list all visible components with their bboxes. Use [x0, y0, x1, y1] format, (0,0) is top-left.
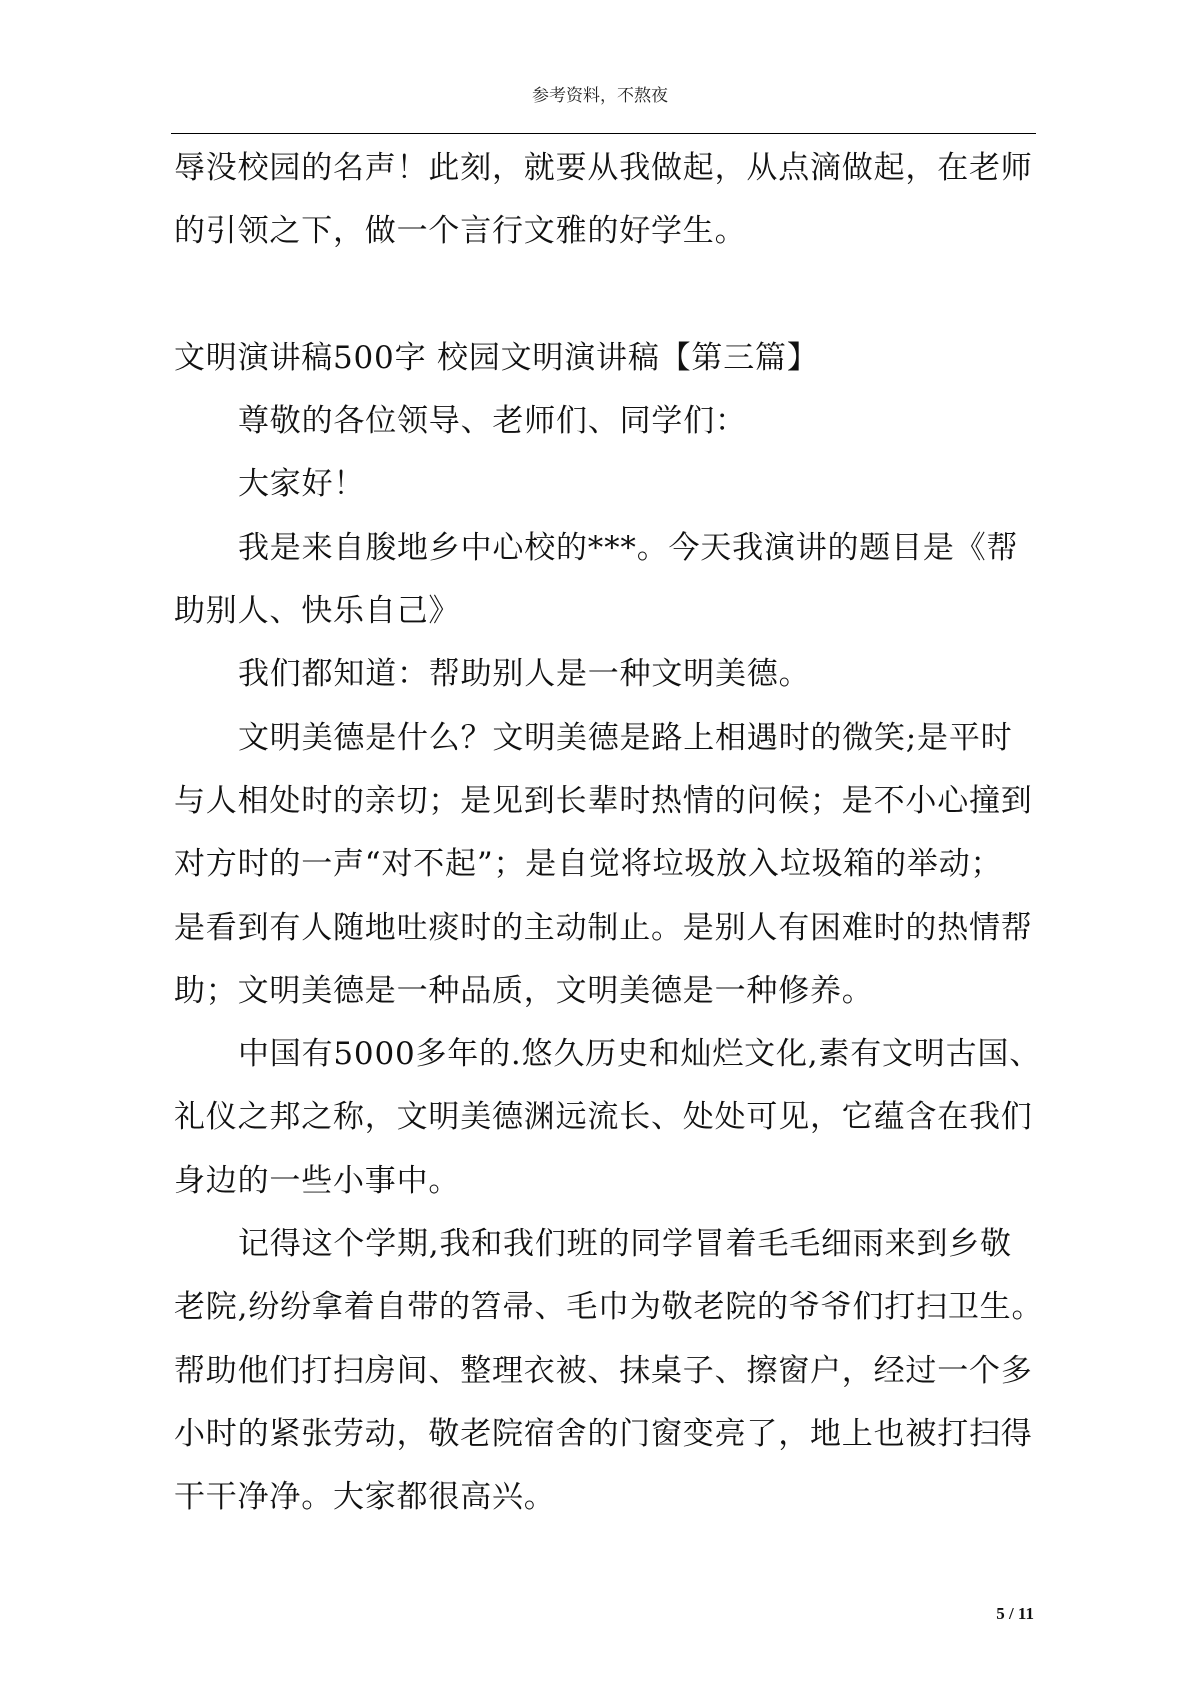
page-number: 5 / 11	[996, 1604, 1034, 1623]
text-line: 辱没校园的名声！此刻，就要从我做起，从点滴做起，在老师	[174, 150, 1033, 186]
paragraph	[174, 1023, 1074, 1213]
text-line: 文明美德是什么？文明美德是路上相遇时的微笑;是平时	[238, 719, 1013, 756]
text-line: 记得这个学期,我和我们班的同学冒着毛毛细雨来到乡敬	[238, 1226, 1012, 1263]
section-title	[174, 327, 1074, 390]
text-line: 中国有5000多年的.悠久历史和灿烂文化,素有文明古国、	[238, 1036, 1041, 1073]
paragraph	[174, 707, 1074, 1023]
text-line: 礼仪之邦之称，文明美德渊远流长、处处可见，它蕴含在我们	[174, 1099, 1033, 1136]
text-line: 助别人、快乐自己》	[174, 593, 461, 630]
text-line: 尊敬的各位领导、老师们、同学们：	[238, 403, 747, 440]
text-line: 干干净净。大家都很高兴。	[174, 1479, 556, 1516]
section-title-text: 文明演讲稿500字 校园文明演讲稿【第三篇】	[174, 339, 819, 376]
text-line: 老院,纷纷拿着自带的笤帚、毛巾为敬老院的爷爷们打扫卫生。	[174, 1289, 1044, 1326]
page-header-text: 参考资料，不熬夜	[532, 86, 668, 106]
text-line: 帮助他们打扫房间、整理衣被、抹桌子、擦窗户，经过一个多	[174, 1352, 1033, 1389]
paragraph	[174, 1213, 1074, 1529]
header-rule	[171, 133, 1036, 134]
paragraph	[174, 390, 1074, 453]
text-line: 大家好！	[238, 466, 366, 503]
text-line: 我是来自朘地乡中心校的***。今天我演讲的题目是《帮	[238, 529, 1019, 566]
paragraph	[174, 453, 1074, 516]
text-line: 的引领之下，做一个言行文雅的好学生。	[174, 213, 747, 250]
text-line: 身边的一些小事中。	[174, 1162, 461, 1199]
paragraph	[174, 137, 1074, 264]
text-line: 我们都知道：帮助别人是一种文明美德。	[238, 656, 811, 693]
paragraph	[174, 517, 1074, 644]
text-line: 是看到有人随地吐痰时的主动制止。是别人有困难时的热情帮	[174, 909, 1033, 946]
text-line: 与人相处时的亲切；是见到长辈时热情的问候；是不小心撞到	[174, 782, 1033, 819]
paragraph	[174, 643, 1074, 706]
text-line: 小时的紧张劳动，敬老院宿舍的门窗变亮了，地上也被打扫得	[174, 1415, 1033, 1452]
document-body	[174, 137, 1074, 1530]
text-line: 对方时的一声“对不起”；是自觉将垃圾放入垃圾箱的举动；	[174, 846, 1003, 883]
text-line: 助；文明美德是一种品质，文明美德是一种修养。	[174, 972, 874, 1009]
